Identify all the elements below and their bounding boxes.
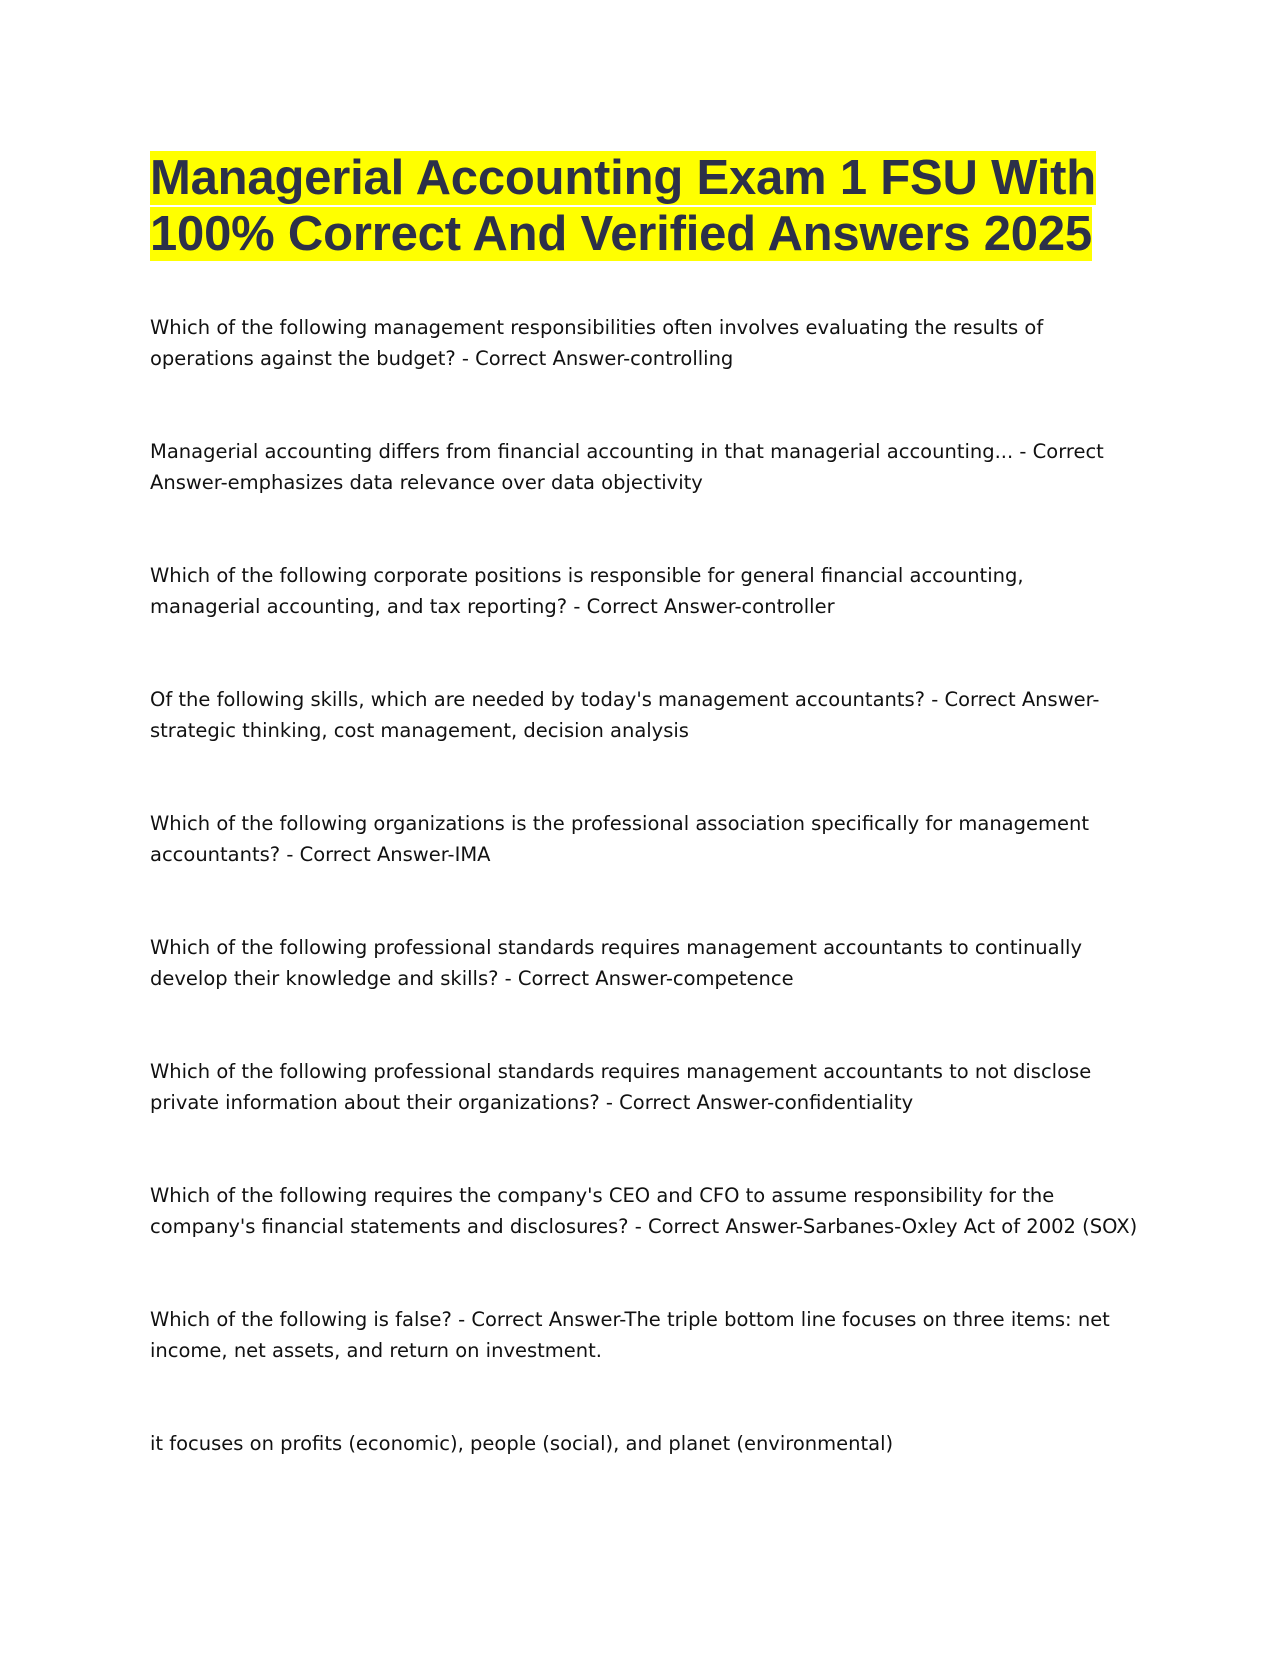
- qa-entry-7: Which of the following professional standards requires management accountants to not disclose private information about their organizations? - Correct Answer-confidentiality: [150, 1060, 1092, 1114]
- qa-entry-6: Which of the following professional standards requires management accountants to continually develop their knowledge and skills? - Correct Answer-competence: [150, 936, 1082, 990]
- document-title: Managerial Accounting Exam 1 FSU With 100% Correct And Verified Answers 2025: [150, 151, 1096, 261]
- qa-entry-4: Of the following skills, which are needed by today's management accountants? - Correct Answer-strategic thinking, cost management, decision analysis: [150, 688, 1100, 742]
- qa-entry-10: it focuses on profits (economic), people (social), and planet (environmental): [150, 1432, 894, 1455]
- qa-entry-5: Which of the following organizations is the professional association specifically for management accountants? - Correct Answer-IMA: [150, 812, 1089, 866]
- title-block: [150, 150, 1130, 262]
- qa-entry-9: Which of the following is false? - Correct Answer-The triple bottom line focuses on three items: net income, net assets, and return on investment.: [150, 1308, 1110, 1362]
- qa-entry-1: Which of the following management responsibilities often involves evaluating the results of operations against the budget? - Correct Answer-controlling: [150, 316, 1044, 370]
- qa-entry-2: Managerial accounting differs from financial accounting in that managerial accounting... - Correct Answer-emphasizes data relevance over data objectivity: [150, 440, 1104, 494]
- qa-entry-8: Which of the following requires the company's CEO and CFO to assume responsibility for the company's financial statements and disclosures? - Correct Answer-Sarbanes-Oxley Act of 2002 (SOX): [150, 1184, 1138, 1238]
- qa-entry-3: Which of the following corporate positions is responsible for general financial accounting, managerial accounting, and tax reporting? - Correct Answer-controller: [150, 564, 1024, 618]
- qa-list: [150, 312, 1140, 1468]
